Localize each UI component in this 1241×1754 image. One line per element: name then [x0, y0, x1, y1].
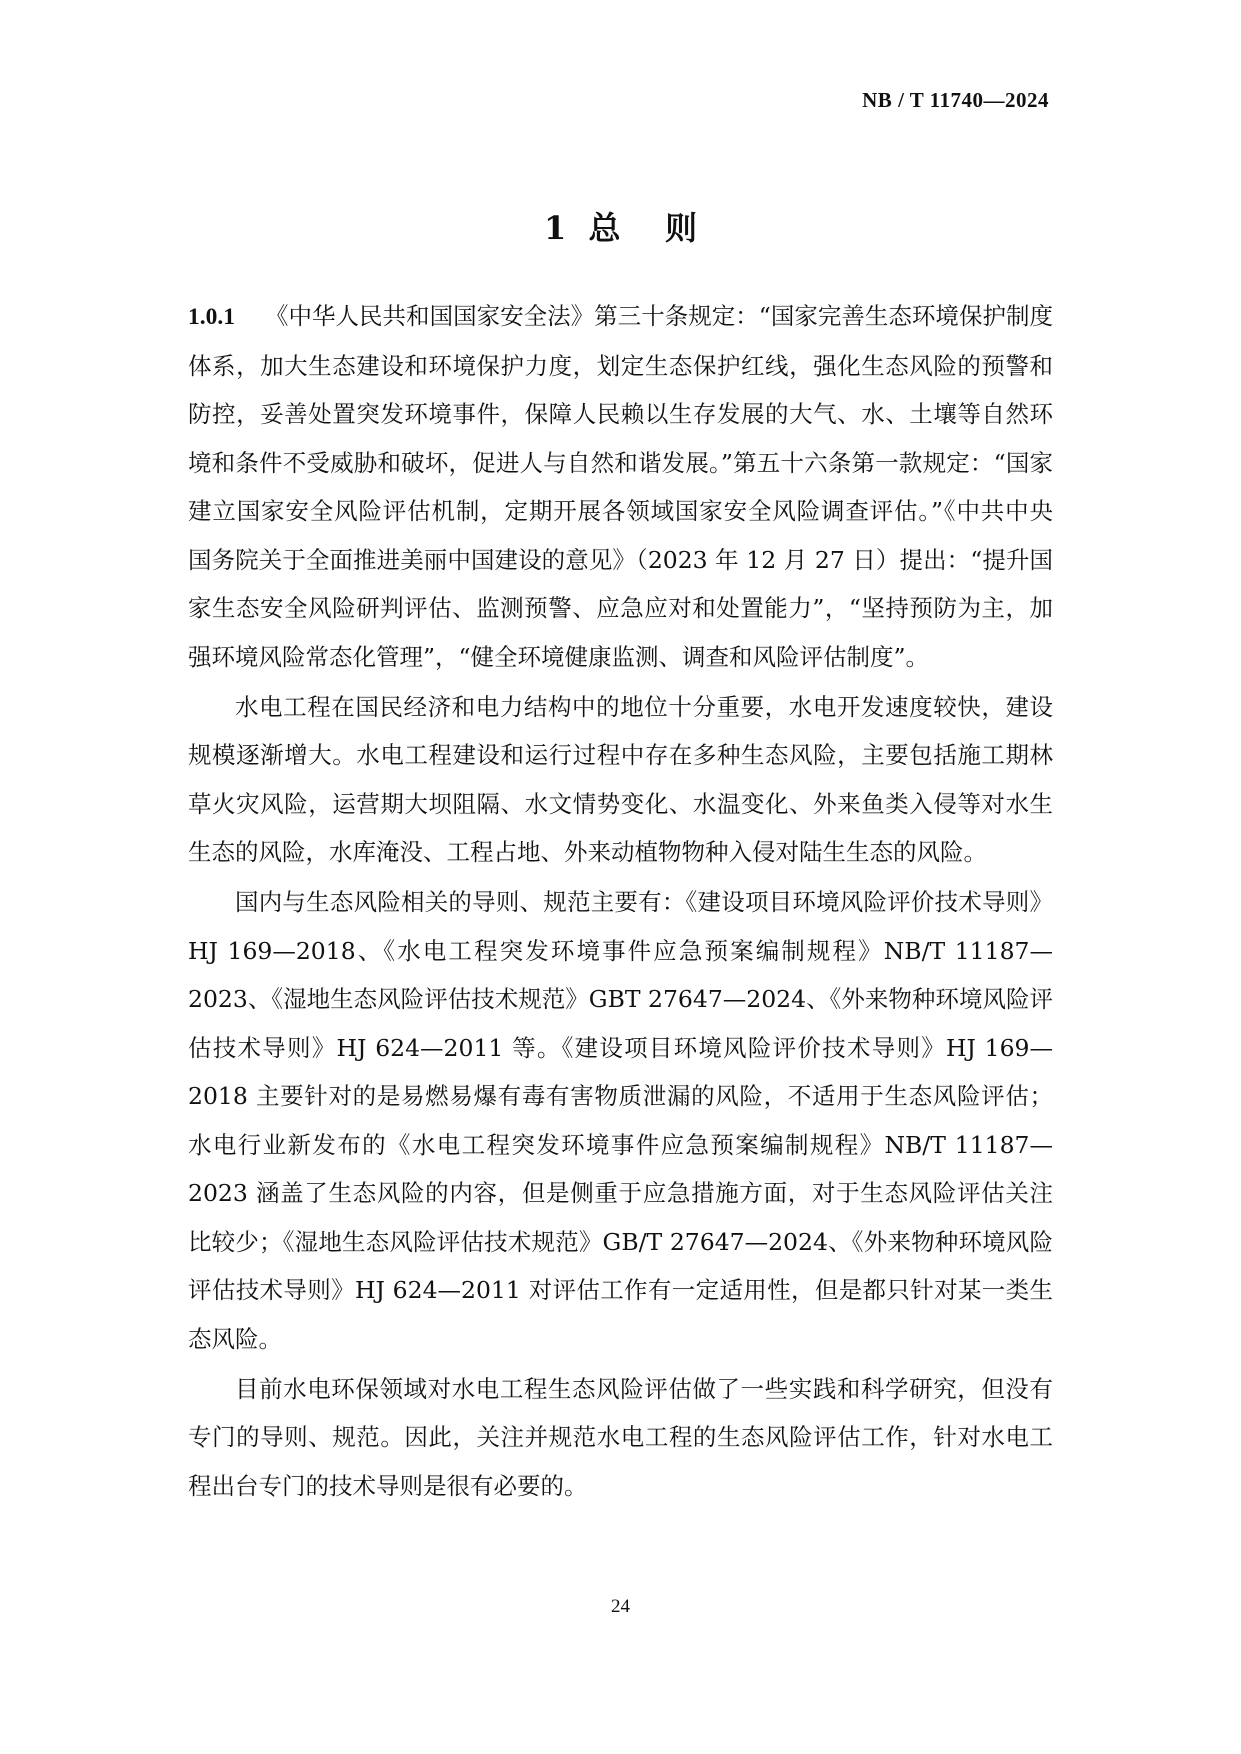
chapter-title: 1 总 则 — [543, 209, 698, 247]
clause-paragraph-4: 目前水电环保领域对水电工程生态风险评估做了一些实践和科学研究，但没有专门的导则、规范。因此，关注并规范水电工程的生态风险评估工作，针对水电工程出台专门的技术导则是很有必要的。 — [188, 1374, 1053, 1500]
clause-number: 1.0.1 — [188, 304, 235, 330]
document-code: NB / T 11740—2024 — [862, 88, 1049, 112]
page-number: 24 — [611, 1596, 630, 1617]
clause-paragraph-3: 国内与生态风险相关的导则、规范主要有：《建设项目环境风险评价技术导则》HJ 169—2018、《水电工程突发环境事件应急预案编制规程》NB/T 11187—2023、《湿地生态风险评估技术规范》GBT 27647—2024、《外来物种环境风险评估技术导则》HJ 624—2011 等。《建设项目环境风险评价技术导则》HJ 169—2018 主要针对的是易燃易爆有毒有害物质泄漏的风险，不适用于生态风险评估；水电行业新发布的《水电工程突发环境事件应急预案编制规程》NB/T 11187—2023 涵盖了生态风险的内容，但是侧重于应急措施方面，对于生态风险评估关注比较少；《湿地生态风险评估技术规范》GB/T 27647—2024、《外来物种环境风险评估技术导则》HJ 624—2011 对评估工作有一定适用性，但是都只针对某一类生态风险。 — [188, 888, 1053, 1353]
clause-paragraph-1 — [188, 292, 1053, 681]
paragraph-text: 《中华人民共和国国家安全法》第三十条规定：“国家完善生态环境保护制度体系，加大生态建设和环境保护力度，划定生态保护红线，强化生态风险的预警和防控，妥善处置突发环境事件，保障人民赖以生存发展的大气、水、土壤等自然环境和条件不受威胁和破坏，促进人与自然和谐发展。”第五十六条第一款规定：“国家建立国家安全风险评估机制，定期开展各领域国家安全风险调查评估。”《中共中央 国务院关于全面推进美丽中国建设的意见》（2023 年 12 月 27 日）提出：“提升国家生态安全风险研判评估、监测预警、应急应对和处置能力”，“坚持预防为主，加强环境风险常态化管理”，“健全环境健康监测、调查和风险评估制度”。 — [188, 302, 1053, 671]
clause-body — [188, 292, 1053, 1512]
clause-paragraph-2: 水电工程在国民经济和电力结构中的地位十分重要，水电开发速度较快，建设规模逐渐增大。水电工程建设和运行过程中存在多种生态风险，主要包括施工期林草火灾风险，运营期大坝阻隔、水文情势变化、水温变化、外来鱼类入侵等对水生生态的风险，水库淹没、工程占地、外来动植物物种入侵对陆生生态的风险。 — [188, 692, 1053, 867]
